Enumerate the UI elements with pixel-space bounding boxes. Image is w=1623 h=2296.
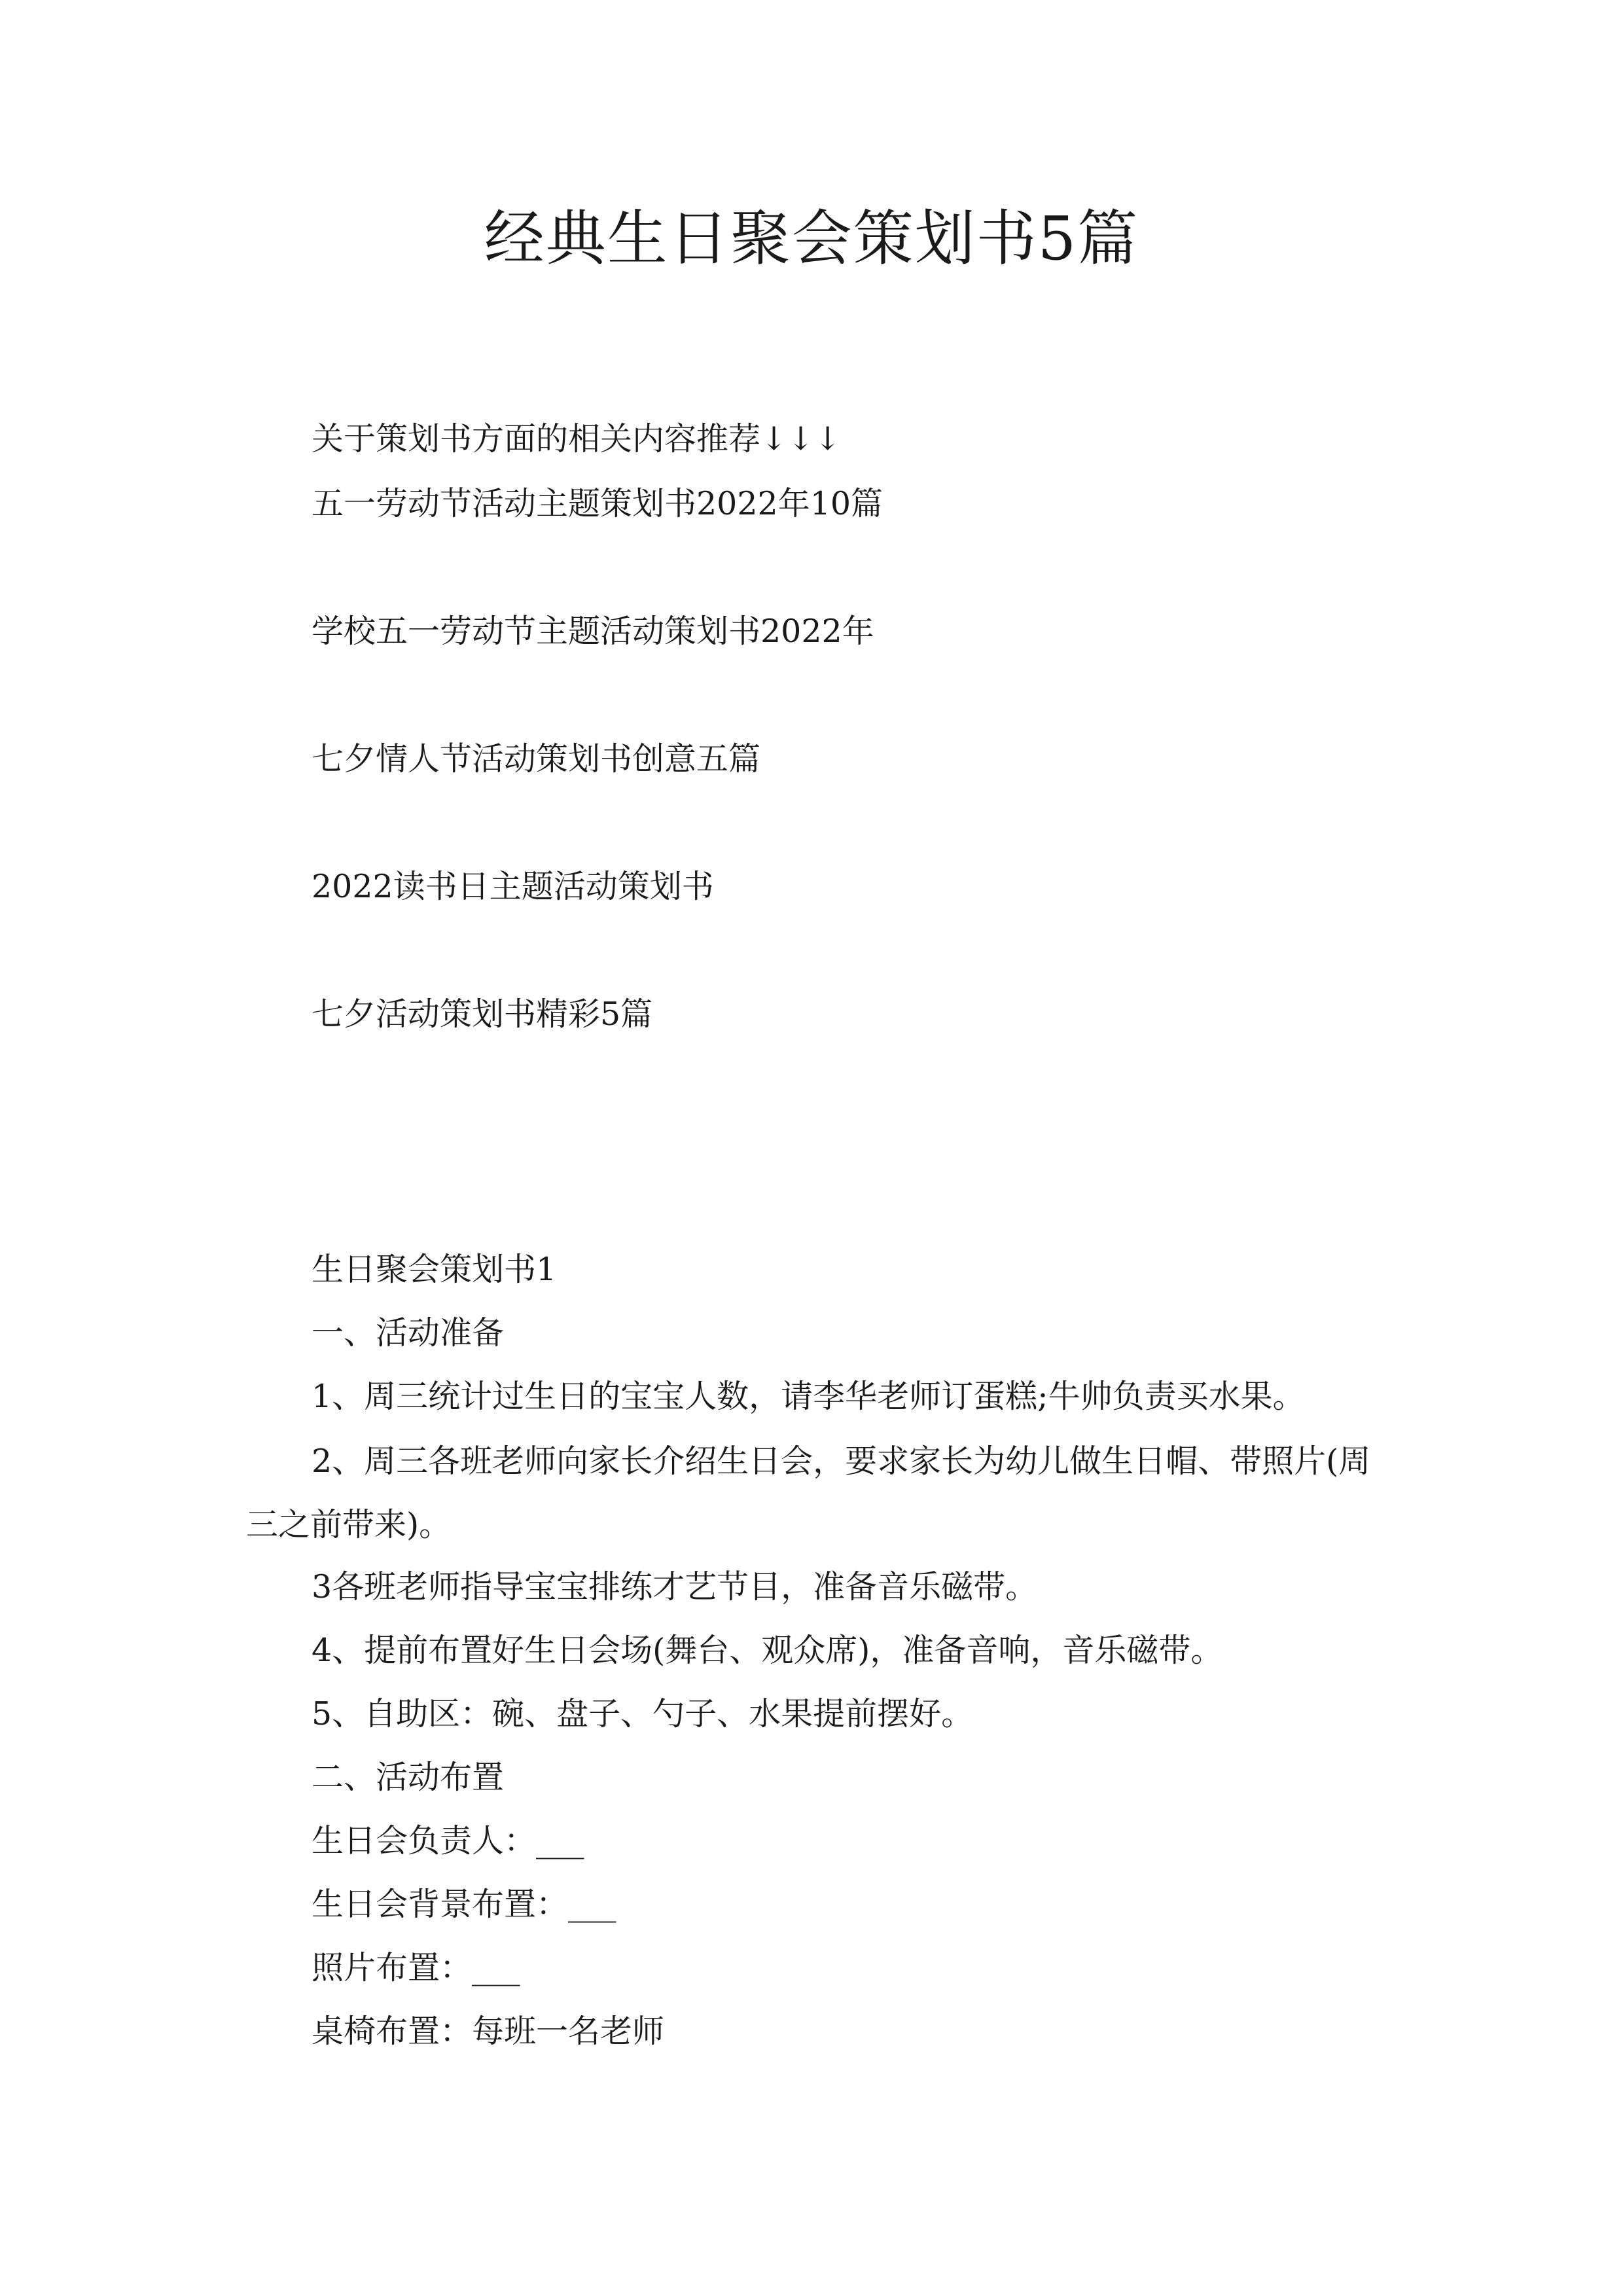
part-title-preparation: 一、活动准备 (312, 1314, 505, 1352)
prep-item-5: 5、自助区：碗、盘子、勺子、水果提前摆好。 (312, 1695, 974, 1732)
part-title-arrangement: 二、活动布置 (312, 1759, 505, 1796)
recommend-link-1[interactable]: 五一劳动节活动主题策划书2022年10篇 (312, 485, 883, 522)
recommend-link-5[interactable]: 七夕活动策划书精彩5篇 (312, 996, 653, 1033)
assignment-2: 生日会背景布置：___ (312, 1886, 616, 1923)
assignment-4: 桌椅布置：每班一名老师 (312, 2013, 665, 2050)
prep-item-4: 4、提前布置好生日会场(舞台、观众席)，准备音响，音乐磁带。 (312, 1632, 1223, 1669)
assignment-3: 照片布置：___ (312, 1949, 520, 1986)
assignment-1: 生日会负责人：___ (312, 1822, 584, 1859)
prep-item-3: 3各班老师指导宝宝排练才艺节目，准备音乐磁带。 (312, 1568, 1038, 1605)
recommend-link-2[interactable]: 学校五一劳动节主题活动策划书2022年 (312, 613, 874, 650)
recommend-intro: 关于策划书方面的相关内容推荐↓↓↓ (312, 420, 842, 457)
prep-item-1: 1、周三统计过生日的宝宝人数，请李华老师订蛋糕;牛帅负责买水果。 (312, 1378, 1305, 1415)
document-title: 经典生日聚会策划书5篇 (484, 204, 1139, 274)
recommend-link-4[interactable]: 2022读书日主题活动策划书 (312, 868, 714, 905)
recommend-link-3[interactable]: 七夕情人节活动策划书创意五篇 (312, 740, 761, 778)
section-heading: 生日聚会策划书1 (312, 1251, 557, 1288)
prep-item-2: 2、周三各班老师向家长介绍生日会，要求家长为幼儿做生日帽、带照片(周三之前带来)。 (246, 1443, 1371, 1543)
